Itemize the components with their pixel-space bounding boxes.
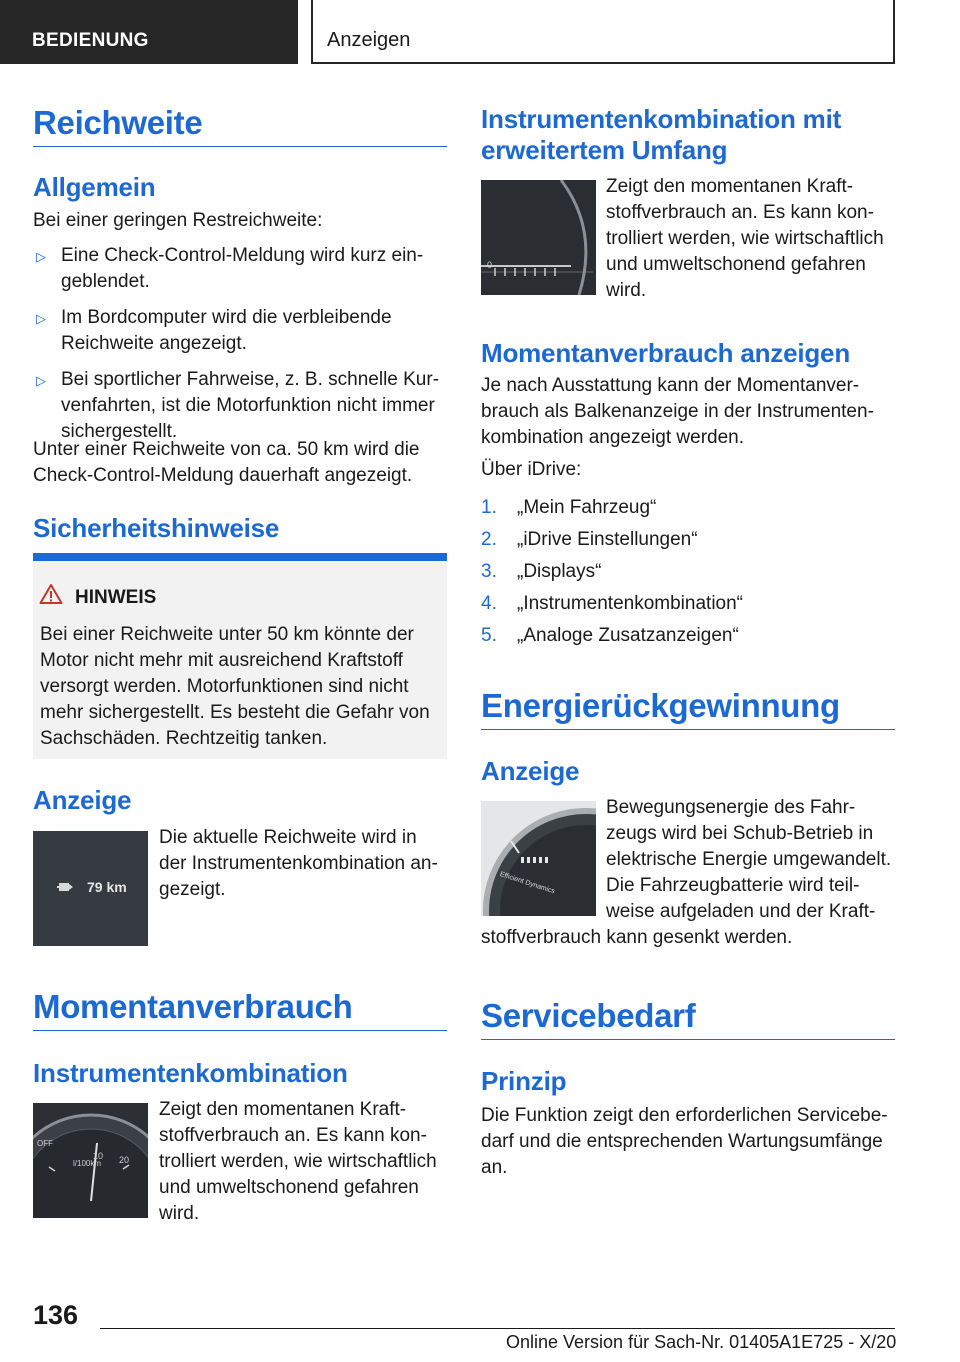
efficient-dynamics-image bbox=[481, 801, 596, 916]
header-section-label: BEDIENUNG bbox=[32, 30, 149, 51]
heading-anzeige-energie-text: Anzeige bbox=[481, 756, 580, 786]
footer-online-version: Online Version für Sach-Nr. 01405A1E725 - X/20 bbox=[506, 1332, 897, 1352]
list-item: 3. „Displays“ bbox=[481, 561, 602, 582]
gauge-unit-label: l/100km bbox=[73, 1159, 102, 1168]
heading-allgemein-text: Allgemein bbox=[33, 172, 156, 202]
heading-energierueckgewinnung bbox=[481, 687, 895, 725]
heading-instrumentenkombination bbox=[33, 1058, 447, 1089]
allgemein-text: Unter einer Reichweite von ca. 50 km wird die Check-Control-Meldung dauerhaft angezeigt. bbox=[33, 439, 420, 486]
header-section bbox=[0, 0, 298, 64]
note-body: Bei einer Reichweite unter 50 km könnte der Motor nicht mehr mit ausreichend Kraftstoff versorgt werden. Motorfunktionen sind nicht mehr sichergestellt. Es besteht die Gefahr von Sachschäden. Rechtzeitig tanken. bbox=[40, 624, 430, 749]
anzeige-text: Die aktuelle Reichweite wird in der Instrumentenkombination an- gezeigt. bbox=[159, 827, 438, 900]
heading-anzeige-text: Anzeige bbox=[33, 785, 132, 815]
range-display-image bbox=[33, 831, 148, 946]
heading-sicherheitshinweise-text: Sicherheitshinweise bbox=[33, 513, 280, 543]
erweitert-text: Zeigt den momentanen Kraft- stoffverbrauch an. Es kann kon- trolliert werden, wie wirtschaftlich und umweltschonend gefahren wird. bbox=[606, 176, 884, 301]
heading-erweitert: Instrumentenkombination mit erweitertem Umfang bbox=[481, 104, 842, 165]
range-value: 79 km bbox=[87, 879, 127, 895]
gauge-off-label: OFF bbox=[37, 1139, 53, 1148]
heading-rule bbox=[481, 729, 895, 730]
bullet-triangle-icon: ▷ bbox=[36, 373, 46, 388]
allgemein-intro-text: Bei einer geringen Restreichweite: bbox=[33, 210, 323, 231]
idrive-steps bbox=[481, 495, 895, 649]
energie-tail bbox=[481, 925, 895, 951]
header-chapter-label: Anzeigen bbox=[327, 29, 411, 51]
heading-instrumentenkombination-text: Instrumentenkombination bbox=[33, 1058, 348, 1088]
idrive-intro-text: Über iDrive: bbox=[481, 459, 582, 480]
heading-anzeige bbox=[33, 785, 447, 816]
energie-text: Bewegungsenergie des Fahr- zeugs wird bei Schub-Betrieb in elektrische Energie umgewandelt. Die Fahrzeugbatterie wird teil- weise aufgeladen und der Kraft- bbox=[606, 797, 892, 922]
list-item: 2. „iDrive Einstellungen“ bbox=[481, 529, 698, 550]
efficient-dynamics-gauge-icon bbox=[481, 801, 596, 916]
heading-rule bbox=[33, 1030, 447, 1031]
consumption-gauge-image bbox=[33, 1103, 148, 1218]
heading-momentanverbrauch-anzeigen bbox=[481, 338, 895, 369]
idrive-intro bbox=[481, 457, 895, 483]
heading-sicherheitshinweise bbox=[33, 513, 447, 544]
gauge-tick-10: 10 bbox=[93, 1151, 104, 1161]
heading-momentanverbrauch-anzeigen-text: Momentanverbrauch anzeigen bbox=[481, 338, 850, 368]
heading-prinzip-text: Prinzip bbox=[481, 1066, 567, 1096]
heading-rule bbox=[481, 1039, 895, 1040]
heading-servicebedarf bbox=[481, 997, 895, 1035]
bullet-triangle-icon: ▷ bbox=[36, 311, 46, 326]
efficient-dynamics-label: Efficient Dynamics bbox=[498, 871, 556, 896]
list-item: 5. „Analoge Zusatzanzeigen“ bbox=[481, 625, 739, 646]
allgemein-bullet-list bbox=[33, 243, 447, 445]
instrument-text: Zeigt den momentanen Kraft- stoffverbrauch an. Es kann kon- trolliert werden, wie wirtschaftlich und umweltschonend gefahren wird. bbox=[159, 1099, 437, 1224]
extended-gauge-image bbox=[481, 180, 596, 295]
prinzip-text: Die Funktion zeigt den erforderlichen Servicebe- darf und die entsprechenden Wartungsumfänge an. bbox=[481, 1105, 888, 1178]
warning-triangle-icon bbox=[39, 583, 63, 605]
heading-momentanverbrauch-text: Momentanverbrauch bbox=[33, 988, 353, 1025]
header-chapter bbox=[311, 0, 895, 64]
footer-rule bbox=[100, 1328, 895, 1329]
heading-rule bbox=[33, 146, 447, 147]
list-item: 4. „Instrumentenkombination“ bbox=[481, 593, 743, 614]
bullet-item: ▷ Eine Check-Control-Meldung wird kurz ein- geblendet. bbox=[36, 245, 424, 292]
energie-tail-text: stoffverbrauch kann gesenkt werden. bbox=[481, 927, 793, 948]
page-number: 136 bbox=[33, 1300, 79, 1330]
allgemein-intro bbox=[33, 208, 447, 234]
heading-prinzip bbox=[481, 1066, 895, 1097]
heading-allgemein bbox=[33, 172, 447, 203]
heading-energierueckgewinnung-text: Energierückgewinnung bbox=[481, 687, 840, 724]
heading-reichweite-text: Reichweite bbox=[33, 104, 203, 141]
extended-gauge-icon bbox=[481, 180, 596, 295]
anzeigen-text: Je nach Ausstattung kann der Momentanver- brauch als Balkenanzeige in der Instrumenten- kombination angezeigt werden. bbox=[481, 375, 874, 448]
heading-anzeige-energie bbox=[481, 756, 895, 787]
heading-momentanverbrauch bbox=[33, 988, 447, 1026]
bullet-triangle-icon: ▷ bbox=[36, 249, 46, 264]
gauge-tick-20: 20 bbox=[119, 1155, 130, 1165]
bullet-item: ▷ Im Bordcomputer wird die verbleibende Reichweite angezeigt. bbox=[36, 307, 392, 354]
heading-reichweite bbox=[33, 104, 447, 142]
list-item: 1. „Mein Fahrzeug“ bbox=[481, 497, 657, 518]
bullet-item: ▷ Bei sportlicher Fahrweise, z. B. schnelle Kur- venfahrten, ist die Motorfunktion nicht immer sichergestellt. bbox=[36, 369, 440, 442]
note-title: HINWEIS bbox=[75, 587, 157, 608]
heading-servicebedarf-text: Servicebedarf bbox=[481, 997, 696, 1034]
gauge-zero-label: 0 bbox=[487, 260, 493, 270]
warning-note bbox=[33, 553, 447, 759]
